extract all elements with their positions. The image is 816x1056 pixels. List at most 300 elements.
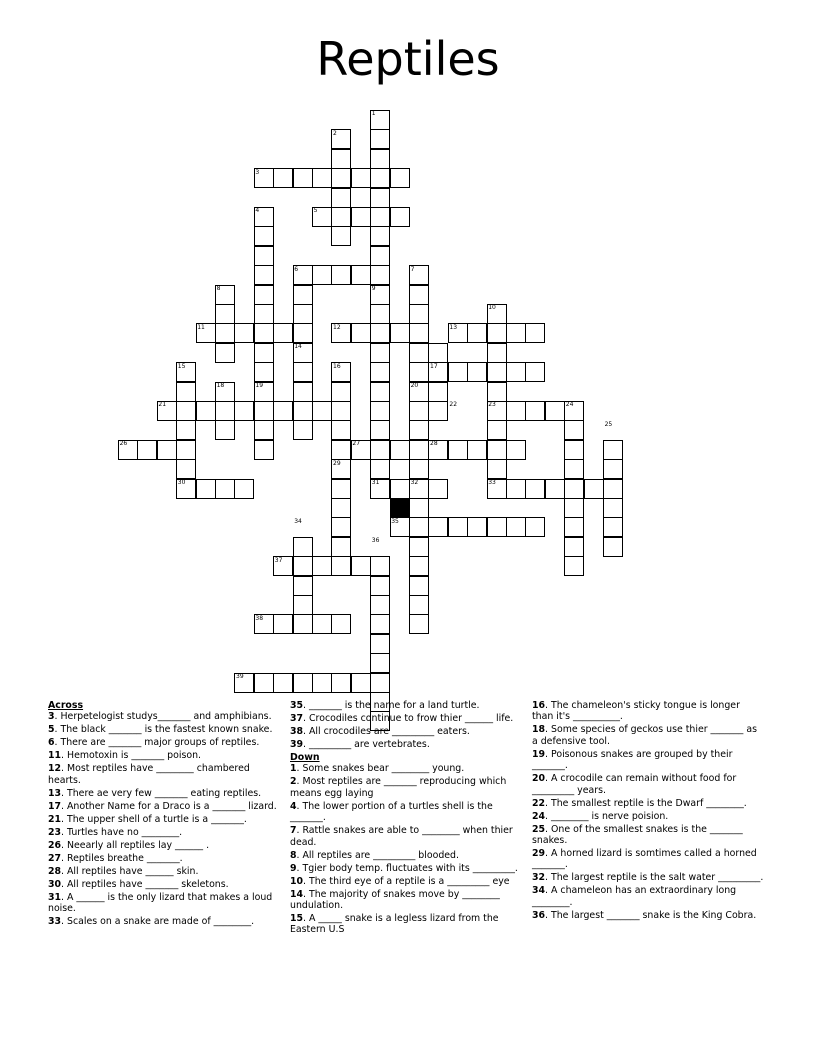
grid-cell[interactable] xyxy=(409,498,429,518)
across-clues-part-1 xyxy=(48,711,280,927)
grid-cell[interactable] xyxy=(487,382,507,402)
grid-cell[interactable] xyxy=(370,634,390,654)
grid-cell[interactable] xyxy=(312,265,332,285)
grid-cell[interactable] xyxy=(506,479,526,499)
grid-cell[interactable] xyxy=(331,498,351,518)
across-clue-27: 27. Reptiles breathe _______. xyxy=(48,852,183,864)
clue-number: 30 xyxy=(48,878,62,890)
grid-cell[interactable] xyxy=(545,401,565,421)
clue-number: 6 xyxy=(48,737,55,749)
cell-number-30: 30 xyxy=(177,479,186,486)
clue-text: The majority of snakes move by ________ undulation. xyxy=(290,888,500,912)
clue-number: 16 xyxy=(532,700,546,711)
grid-cell[interactable] xyxy=(293,673,313,693)
grid-cell[interactable] xyxy=(331,207,351,227)
across-clue-26: 26. Neearly all reptiles lay ______ . xyxy=(48,839,210,851)
cell-number-24: 24 xyxy=(565,401,574,409)
clue-number: 14 xyxy=(290,888,304,900)
clue-number: 5 xyxy=(48,724,55,736)
down-clue-22: 22. The smallest reptile is the Dwarf ________. xyxy=(532,797,747,809)
clue-number: 11 xyxy=(48,750,62,762)
clue-number: 8 xyxy=(290,849,297,861)
grid-cell[interactable] xyxy=(467,440,487,460)
clue-number: 10 xyxy=(290,875,304,887)
grid-cell[interactable] xyxy=(215,343,235,363)
grid-cell[interactable] xyxy=(370,459,390,479)
grid-cell[interactable] xyxy=(370,673,390,693)
cell-number-1: 1 xyxy=(371,110,376,118)
grid-cell[interactable] xyxy=(273,401,293,421)
grid-cell[interactable] xyxy=(351,673,371,693)
grid-cell[interactable] xyxy=(293,362,313,382)
grid-cell[interactable] xyxy=(467,517,487,537)
clue-text: The black _______ is the fastest known snake. xyxy=(60,724,273,736)
clues-column-2 xyxy=(290,700,522,937)
across-clue-12: 12. Most reptiles have ________ chambered hearts. xyxy=(48,763,250,786)
clue-number: 23 xyxy=(48,826,62,838)
grid-cell[interactable] xyxy=(525,362,545,382)
grid-cell[interactable] xyxy=(564,479,584,499)
clue-text: A horned lizard is somtimes called a horned _______. xyxy=(532,848,757,871)
down-clue-10: 10. The third eye of a reptile is a _________ eye xyxy=(290,875,510,887)
grid-cell[interactable] xyxy=(176,440,196,460)
grid-cell[interactable] xyxy=(603,440,623,460)
clue-number: 7 xyxy=(290,825,297,837)
grid-cell[interactable] xyxy=(428,401,448,421)
grid-cell[interactable] xyxy=(370,362,390,382)
grid-cell[interactable] xyxy=(409,459,429,479)
grid-cell[interactable] xyxy=(331,673,351,693)
grid-cell[interactable] xyxy=(196,479,216,499)
clue-number: 18 xyxy=(532,724,546,736)
clues-column-1 xyxy=(48,700,280,929)
grid-cell[interactable] xyxy=(215,420,235,440)
grid-cell[interactable] xyxy=(409,537,429,557)
grid-cell[interactable] xyxy=(487,459,507,479)
grid-cell[interactable] xyxy=(331,614,351,634)
grid-cell[interactable] xyxy=(254,673,274,693)
grid-cell[interactable] xyxy=(467,362,487,382)
grid-cell[interactable] xyxy=(603,537,623,557)
cell-number-32: 32 xyxy=(410,479,419,486)
grid-cell[interactable] xyxy=(525,479,545,499)
grid-cell[interactable] xyxy=(506,362,526,382)
clue-text: A crocodile can remain without food for _________ years. xyxy=(532,773,737,796)
grid-cell[interactable] xyxy=(506,517,526,537)
cell-number-9: 9 xyxy=(371,285,376,292)
grid-cell[interactable] xyxy=(157,440,177,460)
grid-cell[interactable] xyxy=(331,440,351,460)
grid-cell[interactable] xyxy=(409,440,429,460)
clue-number: 29 xyxy=(532,848,546,860)
across-clue-30: 30. All reptiles have _______ skeletons. xyxy=(48,878,229,890)
grid-cell[interactable] xyxy=(293,323,313,343)
grid-cell[interactable] xyxy=(428,382,448,402)
grid-cell[interactable] xyxy=(293,401,313,421)
grid-cell[interactable] xyxy=(370,129,390,149)
grid-cell[interactable] xyxy=(351,168,371,188)
grid-cell[interactable] xyxy=(584,479,604,499)
grid-cell[interactable] xyxy=(215,401,235,421)
grid-cell[interactable] xyxy=(390,323,410,343)
clue-number: 1 xyxy=(290,763,297,775)
cell-number-21: 21 xyxy=(158,401,167,409)
clue-text: The chameleon's sticky tongue is longer than it's __________. xyxy=(532,700,740,723)
grid-cell[interactable] xyxy=(273,614,293,634)
grid-cell[interactable] xyxy=(254,265,274,285)
grid-cell[interactable] xyxy=(254,401,274,421)
grid-cell[interactable] xyxy=(234,401,254,421)
clue-number: 22 xyxy=(532,797,546,809)
grid-cell[interactable] xyxy=(370,207,390,227)
clue-number: 35 xyxy=(290,700,304,711)
across-clue-5: 5. The black _______ is the fastest known snake. xyxy=(48,724,273,736)
grid-cell[interactable] xyxy=(409,556,429,576)
grid-cell[interactable] xyxy=(331,556,351,576)
grid-cell[interactable] xyxy=(331,401,351,421)
across-clue-39: 39. _________ are vertebrates. xyxy=(290,739,430,750)
across-clue-31: 31. A ______ is the only lizard that makes a loud noise. xyxy=(48,891,273,915)
grid-cell[interactable] xyxy=(351,207,371,227)
across-clue-13: 13. There ae very few _______ eating reptiles. xyxy=(48,787,262,799)
grid-cell[interactable] xyxy=(293,168,313,188)
grid-cell[interactable] xyxy=(370,149,390,169)
grid-cell[interactable] xyxy=(428,343,448,363)
clue-text: The third eye of a reptile is a _________ eye xyxy=(309,875,510,887)
grid-cell[interactable] xyxy=(312,168,332,188)
across-clue-3: 3. Herpetelogist studys_______ and amphibians. xyxy=(48,711,272,723)
grid-cell[interactable] xyxy=(331,265,351,285)
grid-cell[interactable] xyxy=(487,440,507,460)
across-clue-38: 38. All crocodiles are _________ eaters. xyxy=(290,726,470,737)
grid-cell[interactable] xyxy=(390,479,410,499)
grid-cell[interactable] xyxy=(370,653,390,673)
grid-cell[interactable] xyxy=(409,362,429,382)
grid-cell[interactable] xyxy=(487,362,507,382)
grid-cell[interactable] xyxy=(409,285,429,305)
clue-text: There are _______ major groups of reptiles. xyxy=(60,737,260,749)
clue-number: 26 xyxy=(48,839,62,851)
grid-cell[interactable] xyxy=(409,343,429,363)
grid-cell[interactable] xyxy=(293,304,313,324)
clue-text: Some snakes bear ________ young. xyxy=(302,763,465,775)
grid-cell[interactable] xyxy=(409,595,429,615)
grid-cell[interactable] xyxy=(428,517,448,537)
grid-cell[interactable] xyxy=(273,168,293,188)
grid-cell[interactable] xyxy=(331,479,351,499)
grid-cell[interactable] xyxy=(370,323,390,343)
grid-cell[interactable] xyxy=(564,459,584,479)
grid-cell[interactable] xyxy=(487,323,507,343)
clue-text: _______ is the name for a land turtle. xyxy=(309,700,480,711)
grid-cell[interactable] xyxy=(370,265,390,285)
grid-cell[interactable] xyxy=(234,323,254,343)
clue-text: Most reptiles are _______ reproducing which means egg laying xyxy=(290,776,507,799)
cell-number-8: 8 xyxy=(216,285,221,292)
grid-cell[interactable] xyxy=(564,420,584,440)
grid-cell[interactable] xyxy=(390,207,410,227)
down-clue-20: 20. A crocodile can remain without food for _________ years. xyxy=(532,773,737,796)
cell-number-25: 25 xyxy=(604,420,613,428)
grid-cell[interactable] xyxy=(603,517,623,537)
down-heading: Down xyxy=(290,752,320,763)
grid-cell[interactable] xyxy=(564,537,584,557)
grid-cell[interactable] xyxy=(467,323,487,343)
grid-cell[interactable] xyxy=(409,614,429,634)
down-clue-36: 36. The largest _______ snake is the King Cobra. xyxy=(532,909,757,921)
cell-number-20: 20 xyxy=(410,382,419,389)
grid-cell[interactable] xyxy=(293,537,313,557)
clue-text: Hemotoxin is _______ poison. xyxy=(67,750,201,762)
grid-cell[interactable] xyxy=(564,517,584,537)
grid-cell[interactable] xyxy=(215,323,235,343)
cell-number-4: 4 xyxy=(255,207,260,215)
clue-text: Scales on a snake are made of ________. xyxy=(67,916,255,928)
grid-cell[interactable] xyxy=(196,401,216,421)
grid-cell[interactable] xyxy=(293,556,313,576)
page-title: Reptiles xyxy=(316,32,500,86)
grid-cell[interactable] xyxy=(564,440,584,460)
grid-cell[interactable] xyxy=(390,440,410,460)
cell-number-11: 11 xyxy=(197,323,205,331)
clue-number: 37 xyxy=(290,713,304,724)
clue-number: 39 xyxy=(290,739,304,750)
grid-cell[interactable] xyxy=(293,382,313,402)
grid-cell[interactable] xyxy=(312,556,332,576)
clue-text: A chameleon has an extraordinary long ________. xyxy=(532,885,737,908)
down-clue-2: 2. Most reptiles are _______ reproducing which means egg laying xyxy=(290,776,507,799)
grid-cell[interactable] xyxy=(603,479,623,499)
grid-cell[interactable] xyxy=(409,323,429,343)
clue-text: The largest _______ snake is the King Cobra. xyxy=(551,909,757,921)
grid-cell[interactable] xyxy=(370,246,390,266)
grid-cell[interactable] xyxy=(351,265,371,285)
clue-number: 3 xyxy=(48,711,55,723)
down-clue-9: 9. Tgier body temp. fluctuates with its _________. xyxy=(290,862,518,874)
grid-cell[interactable] xyxy=(448,362,468,382)
grid-cell[interactable] xyxy=(428,479,448,499)
clue-number: 2 xyxy=(290,776,297,788)
clue-number: 31 xyxy=(48,891,62,903)
clue-number: 38 xyxy=(290,726,304,737)
grid-cell[interactable] xyxy=(254,343,274,363)
grid-cell[interactable] xyxy=(254,420,274,440)
grid-cell[interactable] xyxy=(234,479,254,499)
grid-cell[interactable] xyxy=(293,420,313,440)
grid-cell[interactable] xyxy=(312,401,332,421)
grid-cell[interactable] xyxy=(331,149,351,169)
grid-cell[interactable] xyxy=(273,323,293,343)
grid-cell[interactable] xyxy=(137,440,157,460)
grid-cell[interactable] xyxy=(545,479,565,499)
grid-cell[interactable] xyxy=(351,556,371,576)
grid-cell[interactable] xyxy=(370,576,390,596)
across-clue-33: 33. Scales on a snake are made of ________. xyxy=(48,916,255,928)
cell-number-38: 38 xyxy=(255,614,264,622)
clue-text: Neearly all reptiles lay ______ . xyxy=(67,839,210,851)
grid-cell[interactable] xyxy=(409,576,429,596)
grid-cell[interactable] xyxy=(603,459,623,479)
down-clue-19: 19. Poisonous snakes are grouped by their _______. xyxy=(532,748,733,772)
grid-cell[interactable] xyxy=(603,498,623,518)
grid-cell[interactable] xyxy=(254,304,274,324)
down-clue-32: 32. The largest reptile is the salt water _________. xyxy=(532,872,764,884)
grid-cell[interactable] xyxy=(370,614,390,634)
grid-cell[interactable] xyxy=(254,246,274,266)
grid-cell[interactable] xyxy=(370,304,390,324)
clue-number: 9 xyxy=(290,862,297,874)
clue-number: 15 xyxy=(290,913,304,925)
grid-cell[interactable] xyxy=(487,343,507,363)
down-clue-25: 25. One of the smallest snakes is the _______ snakes. xyxy=(532,823,743,847)
grid-cell[interactable] xyxy=(293,576,313,596)
grid-cell[interactable] xyxy=(254,226,274,246)
grid-cell[interactable] xyxy=(254,285,274,305)
clue-number: 19 xyxy=(532,748,546,760)
down-clues-part-2 xyxy=(532,700,764,921)
grid-cell[interactable] xyxy=(331,537,351,557)
grid-cell[interactable] xyxy=(370,226,390,246)
clues-column-3 xyxy=(532,700,764,923)
cell-number-17: 17 xyxy=(430,362,438,370)
grid-cell[interactable] xyxy=(176,459,196,479)
grid-cell[interactable] xyxy=(409,517,429,537)
grid-cell[interactable] xyxy=(293,614,313,634)
clue-text: There ae very few _______ eating reptiles. xyxy=(67,787,262,799)
grid-cell[interactable] xyxy=(564,498,584,518)
clue-text: All reptiles have ______ skin. xyxy=(67,865,199,877)
grid-cell[interactable] xyxy=(370,440,390,460)
grid-cell[interactable] xyxy=(312,614,332,634)
grid-cell[interactable] xyxy=(215,479,235,499)
cell-number-35: 35 xyxy=(391,517,399,525)
clue-number: 4 xyxy=(290,800,297,812)
cell-number-16: 16 xyxy=(333,362,341,370)
grid-cell[interactable] xyxy=(525,517,545,537)
down-clue-29: 29. A horned lizard is somtimes called a horned _______. xyxy=(532,848,757,871)
grid-cell[interactable] xyxy=(370,556,390,576)
cell-number-27: 27 xyxy=(352,440,361,448)
grid-cell[interactable] xyxy=(370,595,390,615)
cell-number-22: 22 xyxy=(449,401,458,409)
grid-cell[interactable] xyxy=(273,673,293,693)
cell-number-36: 36 xyxy=(371,537,380,545)
grid-cell[interactable] xyxy=(506,401,526,421)
clue-text: Crocodiles continue to frow thier ______ life. xyxy=(309,713,514,724)
grid-cell[interactable] xyxy=(525,401,545,421)
grid-cell[interactable] xyxy=(293,595,313,615)
grid-cell[interactable] xyxy=(370,168,390,188)
grid-cell[interactable] xyxy=(409,304,429,324)
clue-number: 36 xyxy=(532,909,546,921)
clue-text: Rattle snakes are able to ________ when thier dead. xyxy=(290,825,513,848)
grid-cell[interactable] xyxy=(254,362,274,382)
grid-cell[interactable] xyxy=(506,440,526,460)
grid-cell[interactable] xyxy=(370,401,390,421)
across-clue-21: 21. The upper shell of a turtle is a _______. xyxy=(48,813,247,825)
clue-number: 34 xyxy=(532,885,546,897)
cell-number-2: 2 xyxy=(333,129,337,137)
grid-cell[interactable] xyxy=(370,420,390,440)
clue-number: 25 xyxy=(532,823,546,835)
grid-cell[interactable] xyxy=(525,323,545,343)
across-clue-6: 6. There are _______ major groups of reptiles. xyxy=(48,737,260,749)
cell-number-37: 37 xyxy=(274,556,283,564)
clue-text: Turtles have no ________. xyxy=(67,826,183,838)
cell-number-26: 26 xyxy=(119,440,128,448)
clue-text: Reptiles breathe _______. xyxy=(67,852,183,864)
grid-cell[interactable] xyxy=(331,188,351,208)
cell-number-29: 29 xyxy=(333,459,341,467)
clue-text: Most reptiles have ________ chambered hearts. xyxy=(48,763,250,786)
down-clue-8: 8. All reptiles are _________ blooded. xyxy=(290,849,459,861)
grid-cell[interactable] xyxy=(293,285,313,305)
down-clue-15: 15. A _____ snake is a legless lizard from the Eastern U.S xyxy=(290,913,499,936)
grid-cell[interactable] xyxy=(564,556,584,576)
clue-number: 17 xyxy=(48,800,62,812)
cell-number-39: 39 xyxy=(236,673,244,680)
grid-cell[interactable] xyxy=(370,382,390,402)
grid-cell[interactable] xyxy=(254,440,274,460)
clue-text: All reptiles are _________ blooded. xyxy=(302,849,459,861)
clue-text: Tgier body temp. fluctuates with its _________. xyxy=(302,862,518,874)
grid-cell[interactable] xyxy=(448,517,468,537)
cell-number-13: 13 xyxy=(449,323,458,331)
down-clue-18: 18. Some species of geckos use thier _______ as a defensive tool. xyxy=(532,724,757,747)
cell-number-34: 34 xyxy=(294,517,302,525)
grid-cell[interactable] xyxy=(487,517,507,537)
grid-cell[interactable] xyxy=(370,343,390,363)
cell-number-33: 33 xyxy=(488,479,496,486)
grid-cell[interactable] xyxy=(176,401,196,421)
grid-cell[interactable] xyxy=(312,673,332,693)
clue-text: One of the smallest snakes is the _______ snakes. xyxy=(532,823,743,847)
grid-cell[interactable] xyxy=(331,168,351,188)
clue-text: The lower portion of a turtles shell is the _______. xyxy=(290,800,493,824)
clue-text: Poisonous snakes are grouped by their _______. xyxy=(532,748,733,772)
grid-cell[interactable] xyxy=(370,188,390,208)
grid-cell[interactable] xyxy=(351,323,371,343)
grid-cell[interactable] xyxy=(331,420,351,440)
grid-cell[interactable] xyxy=(409,420,429,440)
grid-cell[interactable] xyxy=(215,304,235,324)
grid-cell[interactable] xyxy=(506,323,526,343)
grid-cell[interactable] xyxy=(331,226,351,246)
down-clue-34: 34. A chameleon has an extraordinary long ________. xyxy=(532,885,737,908)
grid-cell[interactable] xyxy=(331,382,351,402)
cell-number-15: 15 xyxy=(177,362,186,370)
grid-cell[interactable] xyxy=(409,401,429,421)
down-clue-7: 7. Rattle snakes are able to ________ when thier dead. xyxy=(290,825,513,848)
down-clues-part-1 xyxy=(290,763,522,935)
across-heading: Across xyxy=(48,700,84,711)
grid-cell[interactable] xyxy=(176,382,196,402)
across-clue-28: 28. All reptiles have ______ skin. xyxy=(48,865,199,877)
clue-text: A ______ is the only lizard that makes a loud noise. xyxy=(48,891,273,915)
grid-cell[interactable] xyxy=(254,323,274,343)
grid-cell[interactable] xyxy=(487,420,507,440)
clue-number: 28 xyxy=(48,865,62,877)
grid-cell[interactable] xyxy=(331,517,351,537)
cell-number-14: 14 xyxy=(294,343,302,351)
grid-cell[interactable] xyxy=(390,168,410,188)
clue-number: 24 xyxy=(532,810,546,822)
across-clue-23: 23. Turtles have no ________. xyxy=(48,826,183,838)
cell-number-12: 12 xyxy=(333,323,341,331)
grid-cell[interactable] xyxy=(448,440,468,460)
clue-number: 27 xyxy=(48,852,62,864)
grid-cell[interactable] xyxy=(176,420,196,440)
